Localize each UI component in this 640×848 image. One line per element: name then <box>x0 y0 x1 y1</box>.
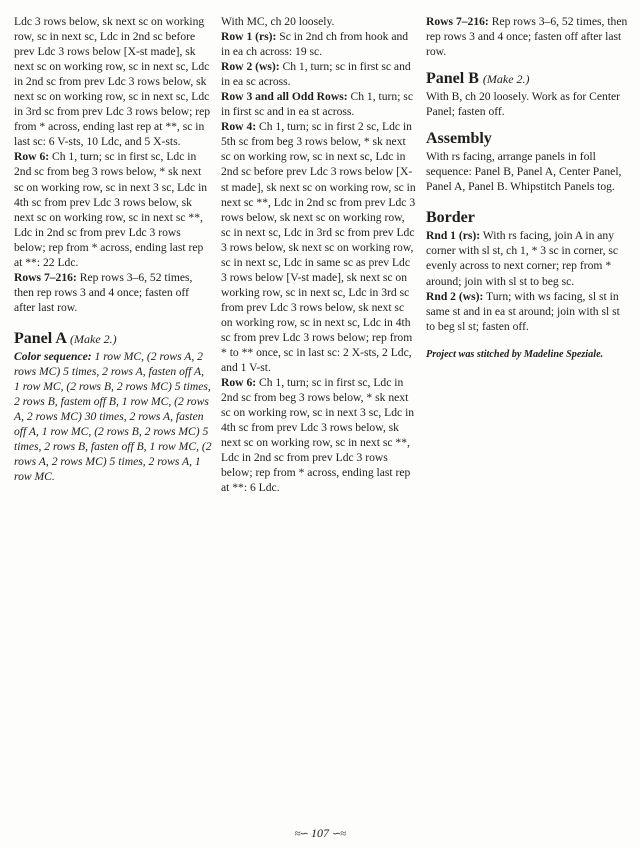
ornament-right-icon: ∽≈ <box>332 828 346 840</box>
paragraph-rnd1 <box>426 228 629 288</box>
row-label: Rnd 2 (ws): <box>426 289 484 303</box>
section-heading-panel-a <box>14 329 212 349</box>
heading-title: Panel B <box>426 70 479 88</box>
section-heading-assembly: Assembly <box>426 130 492 148</box>
paragraph-rows7-216 <box>14 270 212 315</box>
section-heading-border: Border <box>426 209 475 227</box>
paragraph-panel-b: With B, ch 20 loosely. Work as for Center Panel; fasten off. <box>426 90 621 119</box>
row-text: Ch 1, turn; sc in first sc, Ldc in 2nd sc from beg 3 rows below, * sk next sc on working row, sc in next 3 sc, Ldc in 4th sc from prev Ldc 3 rows below, sk next sc on working row, sc in next sc **, Ldc in 2nd sc from prev Ldc 3 rows below; rep from * across, ending last rep at **: 6 Ldc. <box>221 376 415 495</box>
row-label: Row 4: <box>221 120 257 134</box>
spacer <box>426 334 629 348</box>
heading-subtitle: (Make 2.) <box>482 72 530 87</box>
row-text: Ch 1, turn; sc in first sc and in ea sc across. <box>221 60 411 89</box>
row-text: 1 row MC, (2 rows A, 2 rows MC) 5 times, 2 rows A, fasten off A, 1 row MC, (2 rows B, 2 rows MC) 5 times, 2 rows B, fastem off B, 1 row MC, (2 rows A, 2 rows MC) 30 times, 2 rows A, fasten off A, 1 row MC, (2 rows B, 2 rows MC) 5 times, 2 rows B, fasten off B, 1 row MC, (2 rows A, 2 rows MC) 5 times, 2 rows A, 1 row MC. <box>14 349 212 484</box>
spacer <box>14 315 212 329</box>
row-label: Row 3 and all Odd Rows: <box>221 90 348 104</box>
row-text: Rep rows 3–6, 52 times, then rep rows 3 and 4 once; fasten off after last row. <box>426 15 628 59</box>
row-label: Row 6: <box>221 376 257 390</box>
row-text: Sc in 2nd ch from hook and in ea ch across: 19 sc. <box>221 30 409 59</box>
spacer <box>426 59 629 69</box>
paragraph-row5-continued: Ldc 3 rows below, sk next sc on working row, sc in next sc, Ldc in 2nd sc before prev Ldc 3 rows below [X-st made], sk next sc on working row, sc in next sc, Ldc in 2nd sc from prev Ldc 3 rows below, sk next sc on working row, sc in next sc, Ldc in 3rd sc from prev Ldc 3 rows below; rep from * across, ending last rep at **, sc in last sc: 6 V-sts, 10 Ldc, and 5 X-sts. <box>14 15 211 149</box>
heading-subtitle: (Make 2.) <box>70 331 117 346</box>
column-right <box>426 14 629 361</box>
ornament-left-icon: ≈∽ <box>294 828 308 840</box>
stitcher-credit: Project was stitched by Madeline Speziale. <box>426 348 604 360</box>
row-text: Ch 1, turn; sc in first 2 sc, Ldc in 5th sc from beg 3 rows below, * sk next sc on working row, sc in next sc, Ldc in 2nd sc before prev Ldc 3 rows below [X-st made], sk next sc on working row, sc in next sc **, Ldc in 2nd sc from prev Ldc 3 rows below, sk next sc on working row, sc in next sc, Ldc in 3rd sc from prev Ldc 3 rows below, sk next sc on working row, sc in next sc, Ldc in same sc as prev Ldc 3 rows below [V-st made], sk next sc on working row, sc in next sc, Ldc in 3rd sc from prev Ldc 3 rows below, sk next sc on working row, sc in next sc, Ldc in 4th sc from prev Ldc 3 rows below; rep from * to ** once, sc in last sc: 2 X-sts, 2 Ldc, and 1 V-st. <box>221 120 416 375</box>
paragraph-row6 <box>221 375 417 495</box>
paragraph-color-sequence <box>14 349 212 484</box>
row-label: Row 2 (ws): <box>221 60 280 74</box>
row-text: Ch 1, turn; sc in first sc, Ldc in 2nd sc from beg 3 rows below, * sk next sc on working row, sc in next 3 sc, Ldc in 4th sc from prev Ldc 3 rows below, sk next sc on working row, sc in next sc **, Ldc in 2nd sc from prev Ldc 3 rows below; rep from * across, ending last rep at **: 22 Ldc. <box>14 150 208 269</box>
heading-title: Panel A <box>14 329 67 347</box>
row-text: With rs facing, join A in any corner with sl st, ch 1, * 3 sc in corner, sc evenly across to next corner; rep from * around; join with sl st to beg sc. <box>426 229 619 288</box>
row-label: Color sequence: <box>14 349 92 363</box>
page-number: 107 <box>311 826 329 840</box>
paragraph-row1 <box>221 29 417 59</box>
paragraph-row3 <box>221 89 417 119</box>
paragraph-assembly: With rs facing, arrange panels in foll sequence: Panel B, Panel A, Center Panel, Panel A, Panel B. Whipstitch Panels tog. <box>426 150 622 194</box>
row-text: Ch 1, turn; sc in first sc and in ea st across. <box>221 90 413 119</box>
row-label: Rows 7–216: <box>14 270 77 284</box>
paragraph-foundation: With MC, ch 20 loosely. <box>221 15 335 28</box>
row-label: Rnd 1 (rs): <box>426 229 481 243</box>
column-middle <box>221 14 417 496</box>
page-footer <box>0 826 640 841</box>
row-label: Row 6: <box>14 150 50 164</box>
row-label: Rows 7–216: <box>426 15 489 28</box>
spacer <box>426 119 629 129</box>
column-left <box>14 14 212 484</box>
row-text: Rep rows 3–6, 52 times, then rep rows 3 and 4 once; fasten off after last row. <box>14 270 193 314</box>
paragraph-row6 <box>14 149 212 269</box>
row-text: Turn; with ws facing, sl st in same st and in ea st around; join with sl st to beg sl st; fasten off. <box>426 289 620 333</box>
paragraph-row4 <box>221 119 417 375</box>
paragraph-row2 <box>221 59 417 89</box>
paragraph-rows7-216 <box>426 14 629 59</box>
paragraph-rnd2 <box>426 289 629 334</box>
row-label: Row 1 (rs): <box>221 30 277 44</box>
spacer <box>426 194 629 208</box>
section-heading-panel-b <box>426 69 629 89</box>
